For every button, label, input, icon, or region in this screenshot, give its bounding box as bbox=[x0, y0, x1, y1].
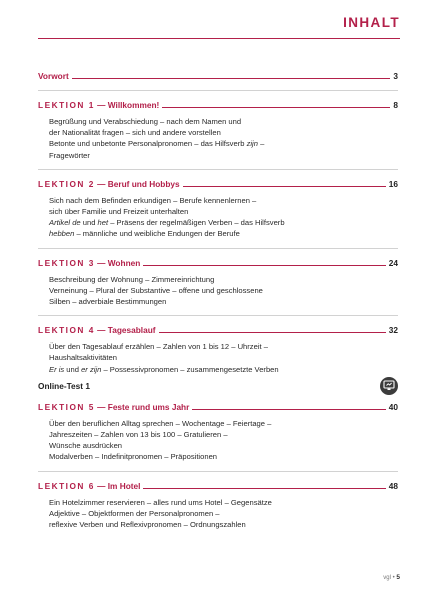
lesson-title: — Willkommen! bbox=[94, 100, 160, 110]
topic-line bbox=[49, 451, 398, 462]
toc-entry-page: 3 bbox=[393, 71, 398, 81]
topic-text: Begrüßung und Verabschiedung – nach dem Namen und bbox=[49, 117, 242, 126]
topic-text: Adjektive – Objektformen der Personalpronomen – bbox=[49, 508, 220, 518]
toc-entry-heading[interactable] bbox=[38, 178, 398, 190]
lesson-title: — Tagesablauf bbox=[94, 325, 156, 336]
topic-line bbox=[49, 116, 398, 127]
topic-line bbox=[49, 429, 398, 440]
dot-leader bbox=[183, 186, 386, 187]
topic-text-italic: het bbox=[97, 218, 109, 228]
dot-leader bbox=[143, 488, 385, 489]
topic-text: – Possessivpronomen – zusammengesetzte Verben bbox=[101, 364, 279, 374]
topic-text: der Nationalität fragen – sich und andere vorstellen bbox=[49, 128, 221, 138]
lesson-page: 8 bbox=[393, 100, 398, 110]
toc-entry-heading[interactable] bbox=[38, 480, 398, 492]
section-divider bbox=[38, 471, 398, 472]
topic-text-italic: hebben bbox=[49, 229, 75, 239]
topic-line bbox=[49, 228, 398, 239]
page-title: INHALT bbox=[343, 15, 400, 30]
topic-text: Silben – adverbiale Bestimmungen bbox=[49, 297, 167, 307]
online-test-entry[interactable] bbox=[38, 377, 398, 395]
topic-line bbox=[49, 296, 398, 307]
topic-text: Über den Tagesablauf erzählen – Zahlen von 1 bis 12 – Uhrzeit – bbox=[49, 342, 268, 352]
footer-brand: vgl bbox=[383, 575, 391, 581]
topic-line bbox=[49, 274, 398, 285]
topic-text-italic: er zijn bbox=[81, 364, 102, 374]
topic-text: Haushaltsaktivitäten bbox=[49, 353, 117, 363]
lesson-topics bbox=[38, 190, 398, 240]
toc-entry-lektion-1 bbox=[38, 99, 398, 161]
lesson-title: — Beruf und Hobbys bbox=[94, 178, 180, 189]
lesson-label: LEKTION 3 bbox=[38, 257, 95, 268]
dot-leader bbox=[162, 107, 390, 108]
table-of-contents bbox=[38, 70, 398, 530]
toc-entry-lektion-6 bbox=[38, 480, 398, 531]
topic-line bbox=[49, 497, 398, 508]
lesson-label: LEKTION 5 bbox=[38, 401, 95, 412]
lesson-title: — Im Hotel bbox=[94, 480, 141, 491]
topic-text: Modalverben – Indefinitpronomen – Präpositionen bbox=[49, 452, 218, 462]
lesson-page: 40 bbox=[388, 401, 398, 412]
topic-text: Jahreszeiten – Zahlen von 13 bis 100 – Gratulieren – bbox=[49, 430, 228, 440]
lesson-label: LEKTION 1 bbox=[38, 100, 95, 110]
lesson-topics bbox=[38, 413, 398, 463]
topic-text: Wünsche ausdrücken bbox=[49, 441, 123, 451]
topic-text-italic: Er is bbox=[49, 364, 65, 374]
toc-entry-lektion-2 bbox=[38, 178, 398, 240]
topic-text: Sich nach dem Befinden erkundigen – Berufe kennenlernen – bbox=[49, 195, 257, 205]
toc-entry-heading[interactable] bbox=[38, 257, 398, 269]
topic-text: Ein Hotelzimmer reservieren – alles rund ums Hotel – Gegensätze bbox=[49, 497, 272, 507]
dot-leader bbox=[159, 332, 386, 333]
toc-entry-title: Vorwort bbox=[38, 71, 69, 81]
topic-line bbox=[49, 195, 398, 206]
toc-entry-vorwort[interactable] bbox=[38, 70, 398, 82]
topic-line bbox=[49, 150, 398, 161]
toc-entry-heading[interactable] bbox=[38, 99, 398, 111]
topic-line bbox=[49, 217, 398, 228]
topic-text: sich über Familie und Freizeit unterhalten bbox=[49, 207, 189, 217]
section-divider bbox=[38, 90, 398, 91]
dot-leader bbox=[72, 78, 391, 79]
topic-text: – Präsens der regelmäßigen Verben – das Hilfsverb bbox=[108, 218, 285, 228]
section-divider bbox=[38, 169, 398, 170]
topic-line bbox=[49, 364, 398, 375]
topic-text: Verneinung – Plural der Substantive – offene und geschlossene bbox=[49, 285, 263, 295]
lesson-label: LEKTION 6 bbox=[38, 480, 95, 491]
topic-line bbox=[49, 285, 398, 296]
footer-page-number: 5 bbox=[396, 574, 400, 581]
topic-text: – bbox=[257, 139, 265, 149]
lesson-label: LEKTION 4 bbox=[38, 325, 95, 336]
lesson-title: — Feste rund ums Jahr bbox=[94, 401, 190, 412]
lesson-page: 16 bbox=[388, 178, 398, 189]
topic-text: – männliche und weibliche Endungen der Berufe bbox=[74, 229, 240, 239]
lesson-topics bbox=[38, 111, 398, 161]
lesson-topics bbox=[38, 269, 398, 308]
lesson-topics bbox=[38, 492, 398, 531]
topic-line bbox=[49, 508, 398, 519]
section-divider bbox=[38, 248, 398, 249]
topic-line bbox=[49, 341, 398, 352]
topic-text: Über den beruflichen Alltag sprechen – Wochentage – Feiertage – bbox=[49, 418, 272, 428]
topic-line bbox=[49, 206, 398, 217]
topic-line bbox=[49, 138, 398, 149]
topic-line bbox=[49, 440, 398, 451]
topic-text: und bbox=[80, 218, 98, 228]
dot-leader bbox=[143, 265, 385, 266]
dot-leader bbox=[192, 409, 385, 410]
footer-separator: • bbox=[392, 575, 395, 581]
topic-line bbox=[49, 418, 398, 429]
topic-text: Betonte und unbetonte Personalpronomen – das Hilfsverb bbox=[49, 139, 247, 149]
lesson-title: — Wohnen bbox=[94, 257, 141, 268]
topic-line bbox=[49, 127, 398, 138]
topic-line bbox=[49, 519, 398, 530]
topic-text: Beschreibung der Wohnung – Zimmereinrichtung bbox=[49, 274, 215, 284]
topic-text: reflexive Verben und Reflexivpronomen – Ordnungszahlen bbox=[49, 520, 246, 530]
lesson-page: 48 bbox=[388, 480, 398, 491]
toc-entry-lektion-3 bbox=[38, 257, 398, 308]
lesson-page: 24 bbox=[388, 257, 398, 268]
topic-text: Fragewörter bbox=[49, 150, 90, 160]
online-test-title: Online-Test 1 bbox=[38, 380, 90, 391]
computer-monitor-icon bbox=[380, 377, 398, 395]
topic-text: und bbox=[64, 364, 82, 374]
section-divider bbox=[38, 315, 398, 316]
topic-text-italic: Artikel de bbox=[49, 218, 81, 228]
page-footer bbox=[383, 574, 400, 581]
topic-line bbox=[49, 352, 398, 363]
toc-entry-lektion-4 bbox=[38, 324, 398, 375]
toc-entry-heading[interactable] bbox=[38, 401, 398, 413]
toc-entry-lektion-5 bbox=[38, 401, 398, 463]
toc-entry-heading[interactable] bbox=[38, 324, 398, 336]
topic-text-italic: zijn bbox=[246, 139, 258, 149]
lesson-topics bbox=[38, 336, 398, 375]
header-rule bbox=[38, 38, 400, 39]
lesson-label: LEKTION 2 bbox=[38, 178, 95, 189]
lesson-page: 32 bbox=[388, 325, 398, 336]
